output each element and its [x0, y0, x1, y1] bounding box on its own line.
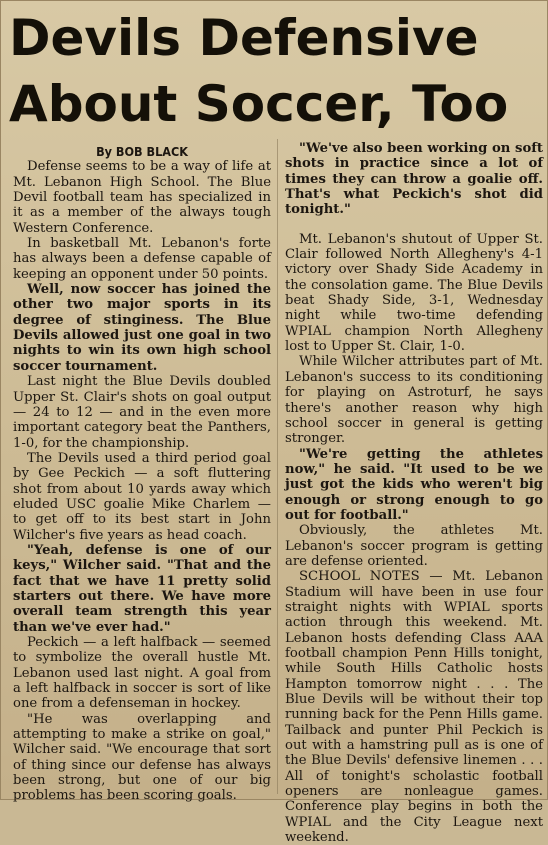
right-column — [285, 141, 543, 845]
paragraph: "We're getting the athletes now," he said. "It used to be we just got the kids who weren't big enough or strong enough to go out for football." — [285, 446, 543, 523]
paragraph: "Yeah, defense is one of our keys," Wilcher said. "That and the fact that we have 11 pretty solid starters out there. We have more overall team strength this year than we've ever had." — [13, 542, 271, 635]
paragraph: In basketball Mt. Lebanon's forte has always been a defense capable of keeping an opponent under 50 points. — [13, 236, 271, 282]
byline: By BOB BLACK — [96, 144, 188, 159]
paragraph: Defense seems to be a way of life at Mt. Lebanon High School. The Blue Devil football team has specialized in it as a member of the always tough Western Conference. — [13, 159, 271, 236]
left-column — [13, 144, 271, 804]
paragraph: "We've also been working on soft shots in practice since a lot of times they can throw a goalie off. That's what Peckich's shot did tonight." — [285, 141, 543, 218]
headline-line-2: About Soccer, Too — [9, 75, 509, 133]
paragraph: Peckich — a left halfback — seemed to symbolize the overall hustle Mt. Lebanon used last night. A goal from a left halfback in soccer is sort of like one from a defenseman in hockey. — [13, 635, 271, 712]
headline-line-1: Devils Defensive — [9, 9, 479, 67]
paragraph: While Wilcher attributes part of Mt. Lebanon's success to its conditioning for playing on Astroturf, he says there's another reason why high school soccer in general is getting stronger. — [285, 354, 543, 447]
paragraph: Well, now soccer has joined the other two major sports in its degree of stinginess. The Blue Devils allowed just one goal in two nights to win its own high school soccer tournament. — [13, 282, 271, 374]
headline — [9, 5, 541, 137]
paragraph: The Devils used a third period goal by Gee Peckich — a soft fluttering shot from about 10 yards away which eluded USC goalie Mike Charlem — to get off to its best start in John Wilcher's five years as head coach. — [13, 450, 271, 543]
paragraph: Mt. Lebanon's shutout of Upper St. Clair followed North Allegheny's 4-1 victory over Shady Side Academy in the consolation game. The Blue Devils beat Shady Side, 3-1, Wednesday night while two-time defending WPIAL champion North Allegheny lost to Upper St. Clair, 1-0. — [285, 231, 543, 355]
paragraph: Obviously, the athletes Mt. Lebanon's soccer program is getting are defense oriented. — [285, 523, 543, 569]
paragraph: Last night the Blue Devils doubled Upper St. Clair's shots on goal output — 24 to 12 — and in the even more important category beat the Panthers, 1-0, for the championship. — [13, 374, 271, 451]
paragraph: "He was overlapping and attempting to make a strike on goal," Wilcher said. "We encourage that sort of thing since our defense has always been strong, but one of our big problems has been scoring goals. — [13, 711, 271, 804]
paragraph: SCHOOL NOTES — Mt. Lebanon Stadium will have been in use four straight nights with WPIAL sports action through this weekend. Mt. Lebanon hosts defending Class AAA football champion Penn Hills tonight, while South Hills Catholic hosts Hampton tomorrow night . . . The Blue Devils will be without their top running back for the Penn Hills game. Tailback and punter Phil Peckich is out with a hamstring pull as is one of the Blue Devils' defensive linemen . . . All of tonight's scholastic football openers are nonleague games. Conference play begins in both the WPIAL and the City League next weekend. — [285, 569, 543, 845]
column-divider — [277, 139, 278, 794]
